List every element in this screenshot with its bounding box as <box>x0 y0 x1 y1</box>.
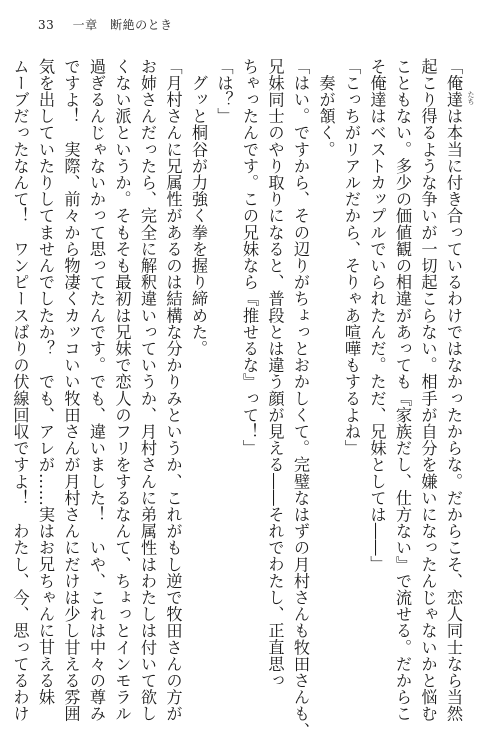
text-line-15: 過ぎるんじゃないかって思ってたんです。でも、違いました！ いや、これは中々の尊み <box>87 58 106 722</box>
text-line-7: 「はい。ですから、その辺りがちょっとおかしくて。完璧なはずの月村さんも牧田さんも、 <box>291 58 310 739</box>
text-line-4: そ俺達はベストカップルでいられたんだ。ただ、兄妹としては――」 <box>367 58 387 573</box>
text-line-17: 気を出していたりしてませんでしたか？ でも、アレが……実はお兄ちゃんに甘える妹 <box>36 58 55 706</box>
novel-body-text <box>10 58 475 739</box>
text-line-1-prefix: 「俺 <box>444 58 463 92</box>
text-line-3: こともない。多少の価値観の相違があっても『家族だし、仕方ない』で流せる。だからこ <box>393 58 412 722</box>
text-line-13: お姉さんだったら、完全に解釈違いっていうか、月村さんに弟属性はわたしは付いて欲し <box>138 58 157 722</box>
text-line-5: 「こっちがリアルだから、そりゃあ喧嘩もするよね」 <box>342 58 361 457</box>
text-line-11: グッと桐谷が力強く拳を握り締めた。 <box>189 58 208 357</box>
text-line-2: 起こり得るような争いが一切起こらない。相手が自分を嫌いになったんじゃないかと悩む <box>418 58 438 722</box>
text-line-12: 「月村さんに兄属性があるのは結構な分かりみというか、これがもし逆で牧田さんの方が <box>163 58 183 722</box>
text-line-14: くない派というか。そもそも最初は兄妹で恋人のフリをするなんて、ちょっとインモラル <box>112 58 132 722</box>
ruby-reading: たち <box>467 91 475 106</box>
ruby-character <box>441 91 475 108</box>
page-number: 33 <box>38 18 55 32</box>
ruby-base: 達 <box>444 91 463 108</box>
chapter-title: 一章 断絶のとき <box>72 18 173 32</box>
text-line-1 <box>441 58 475 723</box>
text-line-18: ムーブだったなんて！ ワンピースばりの伏線回収ですよ！ わたし、今、思ってるわけ <box>10 58 30 722</box>
text-line-6: 奏が頷く。 <box>316 58 336 158</box>
text-line-1-rest: は本当に付き合っているわけではなかったからな。だからこそ、恋人同士なら当然 <box>444 107 463 723</box>
text-line-9: ちゃったんです。この兄妹なら『推せるな』って！」 <box>240 58 259 457</box>
text-line-8: 兄妹同士のやり取りになると、普段とは違う顔が見える――それでわたし、正直思っ <box>265 58 285 689</box>
text-line-10: 「は？」 <box>214 58 234 125</box>
text-line-16: ですよ！ 実際、前々から物凄くカッコいい牧田さんが月村さんにだけは少し甘える雰囲 <box>61 58 81 722</box>
page-header <box>38 16 173 33</box>
